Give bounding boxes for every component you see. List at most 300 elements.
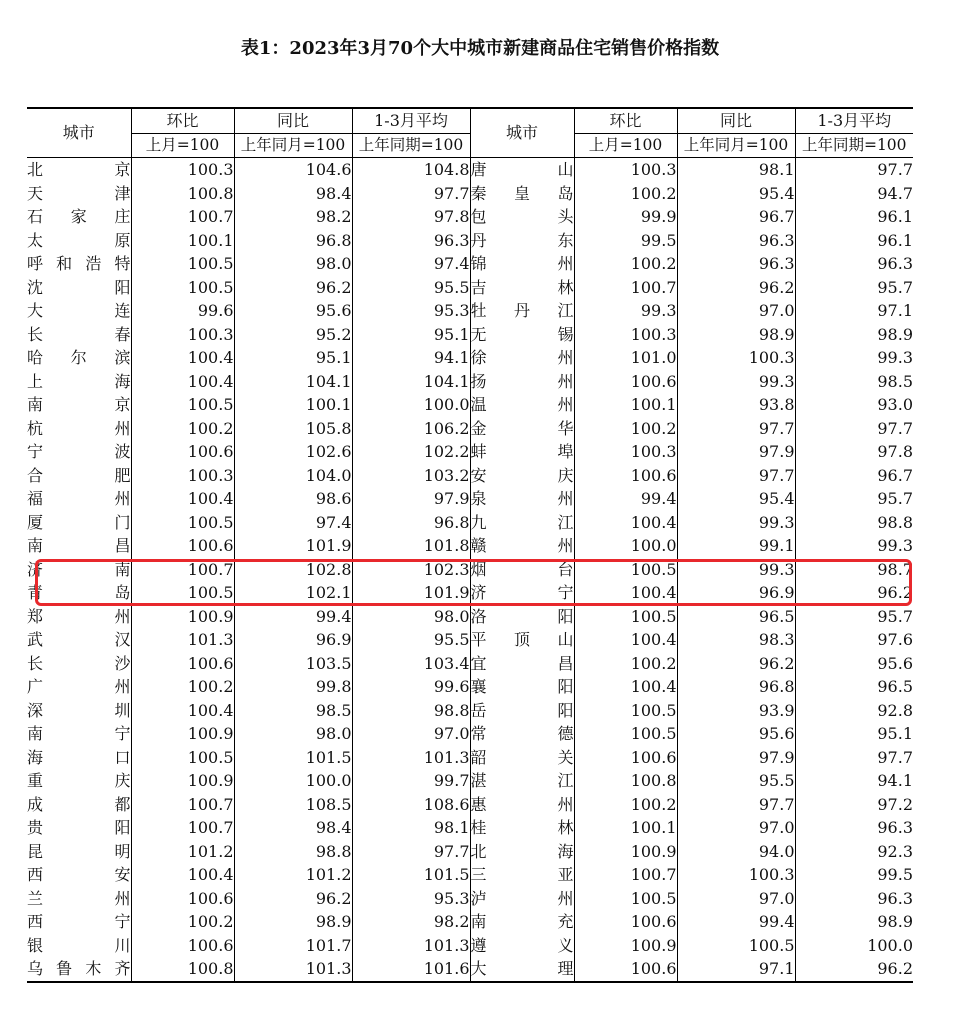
mom-cell: 99.5	[574, 229, 677, 253]
avg-cell: 96.3	[795, 887, 913, 911]
mom-cell: 100.4	[131, 346, 234, 370]
city-cell: 襄阳	[470, 675, 574, 699]
table-row	[27, 957, 913, 982]
table-row	[27, 393, 913, 417]
yoy-cell: 99.8	[234, 675, 352, 699]
yoy-cell: 97.0	[677, 887, 795, 911]
city-cell: 赣州	[470, 534, 574, 558]
yoy-cell: 98.0	[234, 722, 352, 746]
city-cell: 杭州	[27, 418, 131, 438]
table-row	[27, 440, 913, 464]
city-cell: 烟台	[470, 558, 574, 582]
table-row	[27, 323, 913, 347]
table-row	[27, 746, 913, 770]
yoy-cell: 98.1	[677, 158, 795, 182]
city-cell: 太原	[27, 230, 131, 250]
mom-cell: 100.4	[574, 675, 677, 699]
avg-cell: 95.1	[352, 323, 470, 347]
mom-cell: 100.7	[131, 205, 234, 229]
avg-cell: 97.7	[352, 840, 470, 864]
mom-cell: 100.7	[574, 276, 677, 300]
table-row	[27, 863, 913, 887]
mom-cell: 100.5	[131, 393, 234, 417]
mom-cell: 101.2	[131, 840, 234, 864]
table-row	[27, 158, 913, 182]
avg-cell: 95.3	[352, 887, 470, 911]
city-cell: 徐州	[470, 346, 574, 370]
mom-cell: 101.3	[131, 628, 234, 652]
avg-cell: 97.7	[795, 158, 913, 182]
avg-cell: 98.2	[352, 910, 470, 934]
avg-cell: 96.7	[795, 464, 913, 488]
city-cell: 西宁	[27, 912, 131, 931]
yoy-cell: 93.8	[677, 393, 795, 417]
mom-cell: 100.6	[574, 370, 677, 394]
mom-cell: 100.6	[574, 910, 677, 934]
mom-cell: 100.1	[131, 229, 234, 253]
city-cell: 济南	[27, 559, 131, 579]
mom-cell: 100.5	[131, 746, 234, 770]
avg-cell: 98.8	[352, 699, 470, 723]
yoy-cell: 99.1	[677, 534, 795, 558]
city-cell: 沈阳	[27, 277, 131, 297]
yoy-cell: 97.0	[677, 816, 795, 840]
yoy-cell: 96.7	[677, 205, 795, 229]
city-cell: 宁波	[27, 442, 131, 461]
yoy-cell: 98.5	[234, 699, 352, 723]
yoy-cell: 99.4	[677, 910, 795, 934]
table-row	[27, 840, 913, 864]
table-row	[27, 652, 913, 676]
mom-cell: 100.5	[131, 252, 234, 276]
mom-cell: 100.3	[131, 464, 234, 488]
yoy-cell: 101.3	[234, 957, 352, 982]
mom-cell: 100.4	[131, 699, 234, 723]
table-row	[27, 417, 913, 441]
avg-cell: 95.7	[795, 605, 913, 629]
city-cell: 上海	[27, 371, 131, 391]
yoy-cell: 96.8	[677, 675, 795, 699]
city-cell: 厦门	[27, 512, 131, 532]
mom-cell: 100.8	[131, 957, 234, 982]
yoy-cell: 101.5	[234, 746, 352, 770]
yoy-cell: 98.0	[234, 252, 352, 276]
table-row	[27, 205, 913, 229]
city-cell: 哈尔滨	[27, 348, 131, 367]
mom-cell: 100.5	[574, 887, 677, 911]
mom-cell: 100.4	[574, 628, 677, 652]
avg-base-left: 上年同期=100	[352, 133, 470, 158]
mom-cell: 100.4	[131, 863, 234, 887]
yoy-cell: 96.2	[677, 276, 795, 300]
yoy-cell: 93.9	[677, 699, 795, 723]
mom-cell: 101.0	[574, 346, 677, 370]
mom-cell: 100.6	[131, 440, 234, 464]
city-cell: 安庆	[470, 464, 574, 488]
yoy-cell: 100.1	[234, 393, 352, 417]
avg-cell: 98.0	[352, 605, 470, 629]
yoy-cell: 98.9	[677, 323, 795, 347]
avg-cell: 104.1	[352, 370, 470, 394]
yoy-cell: 96.9	[677, 581, 795, 605]
city-cell: 南京	[27, 395, 131, 414]
city-cell: 洛阳	[470, 605, 574, 629]
city-cell: 青岛	[27, 583, 131, 602]
city-cell: 南宁	[27, 724, 131, 743]
avg-cell: 96.3	[352, 229, 470, 253]
table-row	[27, 534, 913, 558]
table-row	[27, 182, 913, 206]
yoy-cell: 104.0	[234, 464, 352, 488]
city-cell: 石家庄	[27, 207, 131, 226]
yoy-cell: 95.2	[234, 323, 352, 347]
avg-cell: 97.0	[352, 722, 470, 746]
yoy-cell: 99.3	[677, 511, 795, 535]
city-cell: 成都	[27, 794, 131, 814]
yoy-cell: 95.5	[677, 769, 795, 793]
avg-cell: 97.1	[795, 299, 913, 323]
avg-cell: 97.7	[795, 746, 913, 770]
avg-cell: 103.2	[352, 464, 470, 488]
city-cell: 九江	[470, 511, 574, 535]
yoy-cell: 105.8	[234, 417, 352, 441]
yoy-header-right: 同比	[677, 108, 795, 133]
yoy-cell: 104.6	[234, 158, 352, 182]
city-cell: 岳阳	[470, 699, 574, 723]
mom-cell: 100.6	[131, 934, 234, 958]
avg-cell: 94.1	[795, 769, 913, 793]
table-row	[27, 699, 913, 723]
mom-cell: 100.2	[574, 793, 677, 817]
city-cell: 昆明	[27, 841, 131, 861]
mom-cell: 100.2	[131, 675, 234, 699]
avg-header-right: 1-3月平均	[795, 108, 913, 133]
avg-cell: 96.5	[795, 675, 913, 699]
mom-cell: 100.3	[574, 440, 677, 464]
avg-cell: 101.5	[352, 863, 470, 887]
city-cell: 宜昌	[470, 652, 574, 676]
avg-cell: 98.1	[352, 816, 470, 840]
avg-base-right: 上年同期=100	[795, 133, 913, 158]
avg-cell: 96.1	[795, 229, 913, 253]
avg-cell: 96.3	[795, 252, 913, 276]
yoy-cell: 98.2	[234, 205, 352, 229]
city-cell: 大连	[27, 301, 131, 320]
city-cell: 武汉	[27, 630, 131, 649]
yoy-base-right: 上年同月=100	[677, 133, 795, 158]
avg-cell: 98.9	[795, 323, 913, 347]
mom-cell: 100.5	[131, 581, 234, 605]
avg-cell: 94.7	[795, 182, 913, 206]
table-row	[27, 910, 913, 934]
mom-cell: 100.3	[131, 323, 234, 347]
avg-cell: 99.5	[795, 863, 913, 887]
yoy-cell: 97.7	[677, 464, 795, 488]
yoy-cell: 97.9	[677, 440, 795, 464]
yoy-cell: 102.1	[234, 581, 352, 605]
city-cell: 兰州	[27, 888, 131, 908]
city-header-left: 城市	[27, 108, 131, 158]
table-row	[27, 229, 913, 253]
price-index-table	[27, 107, 913, 983]
table-title: 表1：2023年3月70个大中城市新建商品住宅销售价格指数	[240, 38, 720, 59]
yoy-cell: 108.5	[234, 793, 352, 817]
avg-cell: 93.0	[795, 393, 913, 417]
yoy-cell: 96.2	[234, 276, 352, 300]
yoy-cell: 97.1	[677, 957, 795, 982]
city-cell: 惠州	[470, 793, 574, 817]
city-cell: 重庆	[27, 771, 131, 790]
mom-cell: 100.8	[574, 769, 677, 793]
city-cell: 呼和浩特	[27, 254, 131, 273]
city-cell: 唐山	[470, 158, 574, 182]
yoy-cell: 104.1	[234, 370, 352, 394]
avg-cell: 95.5	[352, 628, 470, 652]
mom-cell: 100.4	[574, 581, 677, 605]
city-cell: 扬州	[470, 370, 574, 394]
table-row	[27, 722, 913, 746]
mom-cell: 99.4	[574, 487, 677, 511]
avg-cell: 101.6	[352, 957, 470, 982]
table-row	[27, 299, 913, 323]
avg-cell: 100.0	[795, 934, 913, 958]
yoy-cell: 100.3	[677, 346, 795, 370]
yoy-cell: 99.3	[677, 370, 795, 394]
mom-cell: 100.4	[574, 511, 677, 535]
avg-cell: 92.8	[795, 699, 913, 723]
avg-cell: 97.2	[795, 793, 913, 817]
city-cell: 北京	[27, 160, 131, 179]
city-cell: 韶关	[470, 746, 574, 770]
avg-cell: 108.6	[352, 793, 470, 817]
yoy-cell: 102.8	[234, 558, 352, 582]
mom-cell: 99.3	[574, 299, 677, 323]
yoy-cell: 99.4	[234, 605, 352, 629]
city-cell: 深圳	[27, 700, 131, 720]
yoy-cell: 100.5	[677, 934, 795, 958]
yoy-cell: 97.4	[234, 511, 352, 535]
city-cell: 广州	[27, 677, 131, 696]
yoy-cell: 96.3	[677, 229, 795, 253]
yoy-cell: 103.5	[234, 652, 352, 676]
avg-cell: 95.3	[352, 299, 470, 323]
city-cell: 遵义	[470, 934, 574, 958]
avg-cell: 101.9	[352, 581, 470, 605]
city-cell: 海口	[27, 747, 131, 767]
avg-cell: 97.4	[352, 252, 470, 276]
avg-cell: 97.6	[795, 628, 913, 652]
table-row	[27, 276, 913, 300]
mom-cell: 100.3	[574, 158, 677, 182]
city-cell: 郑州	[27, 606, 131, 626]
yoy-cell: 97.7	[677, 417, 795, 441]
city-cell: 温州	[470, 393, 574, 417]
mom-cell: 100.5	[131, 511, 234, 535]
mom-cell: 100.9	[574, 934, 677, 958]
avg-cell: 95.7	[795, 276, 913, 300]
city-cell: 贵阳	[27, 818, 131, 837]
city-cell: 常德	[470, 722, 574, 746]
avg-cell: 97.8	[795, 440, 913, 464]
avg-cell: 98.5	[795, 370, 913, 394]
avg-cell: 101.3	[352, 934, 470, 958]
yoy-cell: 97.0	[677, 299, 795, 323]
yoy-cell: 96.2	[234, 887, 352, 911]
avg-cell: 96.2	[795, 581, 913, 605]
city-cell: 乌鲁木齐	[27, 957, 131, 982]
yoy-cell: 98.9	[234, 910, 352, 934]
yoy-cell: 95.6	[677, 722, 795, 746]
yoy-cell: 96.8	[234, 229, 352, 253]
table-row	[27, 605, 913, 629]
avg-cell: 97.8	[352, 205, 470, 229]
mom-cell: 100.9	[131, 722, 234, 746]
mom-cell: 100.9	[574, 840, 677, 864]
table-row	[27, 816, 913, 840]
city-cell: 金华	[470, 417, 574, 441]
avg-cell: 97.7	[352, 182, 470, 206]
yoy-cell: 98.3	[677, 628, 795, 652]
city-header-right: 城市	[470, 108, 574, 158]
city-cell: 蚌埠	[470, 440, 574, 464]
yoy-cell: 96.9	[234, 628, 352, 652]
yoy-cell: 94.0	[677, 840, 795, 864]
mom-cell: 100.1	[574, 393, 677, 417]
mom-cell: 100.9	[131, 605, 234, 629]
city-cell: 锦州	[470, 252, 574, 276]
mom-cell: 100.5	[574, 722, 677, 746]
avg-cell: 97.7	[795, 417, 913, 441]
city-cell: 泉州	[470, 487, 574, 511]
city-cell: 济宁	[470, 581, 574, 605]
avg-cell: 99.3	[795, 346, 913, 370]
avg-cell: 102.2	[352, 440, 470, 464]
avg-cell: 104.8	[352, 158, 470, 182]
yoy-cell: 102.6	[234, 440, 352, 464]
city-cell: 大理	[470, 957, 574, 982]
mom-cell: 100.4	[131, 370, 234, 394]
yoy-cell: 97.9	[677, 746, 795, 770]
avg-cell: 95.6	[795, 652, 913, 676]
city-cell: 南昌	[27, 536, 131, 555]
mom-cell: 100.6	[574, 464, 677, 488]
mom-cell: 100.2	[574, 652, 677, 676]
city-cell: 牡丹江	[470, 299, 574, 323]
yoy-cell: 98.6	[234, 487, 352, 511]
mom-cell: 100.6	[574, 746, 677, 770]
avg-cell: 96.3	[795, 816, 913, 840]
avg-header-left: 1-3月平均	[352, 108, 470, 133]
avg-cell: 99.7	[352, 769, 470, 793]
table-row	[27, 346, 913, 370]
avg-cell: 99.6	[352, 675, 470, 699]
mom-cell: 100.7	[131, 816, 234, 840]
yoy-cell: 101.2	[234, 863, 352, 887]
city-cell: 福州	[27, 489, 131, 508]
city-cell: 丹东	[470, 229, 574, 253]
mom-cell: 100.5	[131, 276, 234, 300]
avg-cell: 96.8	[352, 511, 470, 535]
city-cell: 包头	[470, 205, 574, 229]
table-row	[27, 252, 913, 276]
city-cell: 银川	[27, 935, 131, 955]
yoy-cell: 97.7	[677, 793, 795, 817]
city-cell: 北海	[470, 840, 574, 864]
mom-cell: 100.2	[574, 182, 677, 206]
table-row	[27, 675, 913, 699]
city-cell: 天津	[27, 183, 131, 203]
mom-cell: 100.7	[131, 558, 234, 582]
avg-cell: 92.3	[795, 840, 913, 864]
mom-cell: 100.1	[574, 816, 677, 840]
avg-cell: 102.3	[352, 558, 470, 582]
yoy-cell: 100.0	[234, 769, 352, 793]
mom-cell: 99.6	[131, 299, 234, 323]
mom-cell: 100.3	[574, 323, 677, 347]
yoy-cell: 95.4	[677, 182, 795, 206]
avg-cell: 106.2	[352, 417, 470, 441]
mom-base-right: 上月=100	[574, 133, 677, 158]
city-cell: 桂林	[470, 816, 574, 840]
city-cell: 无锡	[470, 323, 574, 347]
city-cell: 湛江	[470, 769, 574, 793]
avg-cell: 96.1	[795, 205, 913, 229]
mom-cell: 100.6	[131, 887, 234, 911]
yoy-cell: 96.2	[677, 652, 795, 676]
yoy-cell: 99.3	[677, 558, 795, 582]
city-cell: 长沙	[27, 653, 131, 673]
yoy-cell: 95.1	[234, 346, 352, 370]
mom-cell: 100.8	[131, 182, 234, 206]
yoy-base-left: 上年同月=100	[234, 133, 352, 158]
avg-cell: 100.0	[352, 393, 470, 417]
table-row	[27, 464, 913, 488]
city-cell: 西安	[27, 865, 131, 884]
yoy-cell: 98.8	[234, 840, 352, 864]
table-row	[27, 793, 913, 817]
mom-base-left: 上月=100	[131, 133, 234, 158]
city-cell: 合肥	[27, 465, 131, 485]
table-row	[27, 558, 913, 582]
avg-cell: 95.5	[352, 276, 470, 300]
table-row	[27, 487, 913, 511]
avg-cell: 103.4	[352, 652, 470, 676]
yoy-cell: 95.6	[234, 299, 352, 323]
yoy-cell: 101.7	[234, 934, 352, 958]
mom-cell: 100.9	[131, 769, 234, 793]
avg-cell: 101.3	[352, 746, 470, 770]
mom-cell: 100.0	[574, 534, 677, 558]
yoy-cell: 95.4	[677, 487, 795, 511]
table-body	[27, 158, 913, 982]
yoy-cell: 101.9	[234, 534, 352, 558]
yoy-cell: 100.3	[677, 863, 795, 887]
yoy-cell: 98.4	[234, 816, 352, 840]
yoy-cell: 96.5	[677, 605, 795, 629]
city-cell: 南充	[470, 910, 574, 934]
table-row	[27, 581, 913, 605]
avg-cell: 94.1	[352, 346, 470, 370]
city-cell: 泸州	[470, 887, 574, 911]
table-row	[27, 887, 913, 911]
mom-cell: 100.2	[131, 417, 234, 441]
mom-cell: 100.5	[574, 699, 677, 723]
mom-cell: 100.2	[574, 417, 677, 441]
mom-cell: 100.2	[574, 252, 677, 276]
mom-cell: 99.9	[574, 205, 677, 229]
mom-cell: 100.2	[131, 910, 234, 934]
mom-cell: 100.5	[574, 605, 677, 629]
